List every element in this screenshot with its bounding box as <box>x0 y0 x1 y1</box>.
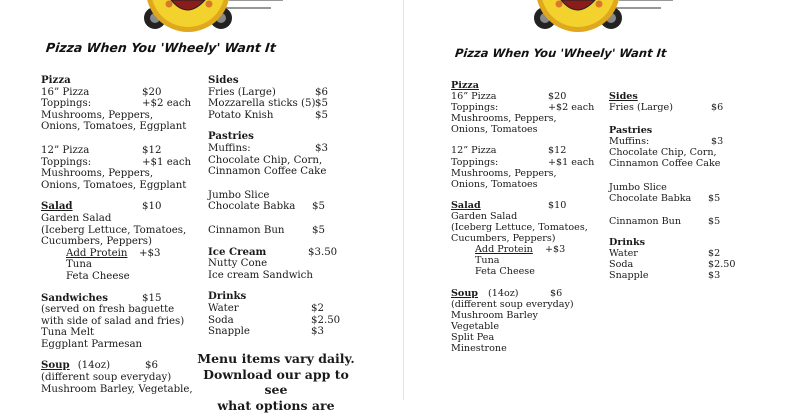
price: $15 <box>142 293 161 305</box>
section-pizza: Pizza <box>451 80 611 91</box>
price: $20 <box>142 87 161 99</box>
menu-item: Nutty Cone <box>208 258 378 270</box>
description: Cinnamon Coffee Cake <box>208 166 378 178</box>
left-column <box>451 80 611 354</box>
section-pizza: Pizza <box>41 75 206 87</box>
description: Chocolate Chip, Corn, <box>208 155 378 167</box>
menu-item: Jumbo Slice <box>208 190 378 202</box>
description: Onions, Tomatoes <box>451 124 611 135</box>
price: $20 <box>548 91 566 102</box>
menu-item: Muffins: <box>208 143 251 154</box>
menu-item: Mozzarella sticks (5) <box>208 98 315 109</box>
menu-item: Minestrone <box>451 343 611 354</box>
notice-line: what options are <box>196 398 356 413</box>
menu-item: Vegetable <box>451 321 611 332</box>
price: $6 <box>711 102 723 113</box>
section-sandwiches: Sandwiches <box>41 292 108 304</box>
price: $6 <box>550 288 562 299</box>
price: $5 <box>315 98 328 110</box>
menu-item: Split Pea <box>451 332 611 343</box>
price: $3 <box>711 136 723 147</box>
description: Mushrooms, Peppers, <box>451 168 611 179</box>
description: Mushrooms, Peppers, <box>451 113 611 124</box>
section-pastries: Pastries <box>609 125 769 136</box>
slogan: Pizza When You 'Wheely' Want It <box>45 40 276 55</box>
description: (served on fresh baguette <box>41 304 206 316</box>
price: $3 <box>315 143 328 155</box>
price: $5 <box>312 201 325 213</box>
price: $3 <box>708 270 720 281</box>
menu-item: 16” Pizza <box>451 91 497 102</box>
section-drinks: Drinks <box>609 237 769 248</box>
description: with side of salad and fries) <box>41 316 206 328</box>
menu-item: 16” Pizza <box>41 87 89 98</box>
menu-item: Muffins: <box>609 136 649 147</box>
menu-item: Toppings: <box>41 98 91 109</box>
price: $6 <box>145 360 158 372</box>
menu-item: Garden Salad <box>41 213 206 225</box>
description: Cucumbers, Peppers) <box>41 236 206 248</box>
section-salad: Salad <box>451 200 481 211</box>
menu-item: Jumbo Slice <box>609 182 769 193</box>
menu-item: Mushroom Barley <box>451 310 611 321</box>
menu-item: Soda <box>609 259 633 270</box>
menu-item: Tuna <box>451 255 611 266</box>
menu-item: Water <box>208 303 239 314</box>
pizza-mascot-logo <box>515 0 675 40</box>
menu-item: Snapple <box>208 326 250 337</box>
price: +$2 each <box>548 102 594 113</box>
description: Mushroom Barley, Vegetable, <box>41 384 206 396</box>
left-column <box>41 75 206 395</box>
price: $10 <box>548 200 566 211</box>
menu-item: Toppings: <box>451 102 498 113</box>
price: +$2 each <box>142 98 191 110</box>
menu-item: Feta Cheese <box>41 271 206 283</box>
price: +$3 <box>139 248 161 260</box>
menu-item: Tuna Melt <box>41 327 206 339</box>
menu-page-right <box>410 0 800 400</box>
price: $5 <box>708 216 720 227</box>
description: (different soup everyday) <box>41 372 206 384</box>
menu-item: Potato Knish <box>208 110 273 121</box>
description: Cinnamon Coffee Cake <box>609 158 769 169</box>
notice-line: Download our app to see <box>196 367 356 398</box>
description: Cucumbers, Peppers) <box>451 233 611 244</box>
description: Chocolate Chip, Corn, <box>609 147 769 158</box>
section-drinks: Drinks <box>208 291 378 303</box>
price: $3 <box>311 326 324 338</box>
price: $5 <box>708 193 720 204</box>
price: $6 <box>315 87 328 99</box>
menu-item: 12” Pizza <box>41 145 89 156</box>
pizza-mascot-logo <box>125 0 285 40</box>
page-divider <box>403 0 404 400</box>
price: $2 <box>311 303 324 315</box>
menu-page-left <box>0 0 400 400</box>
menu-item: Toppings: <box>451 157 498 168</box>
menu-item: Soda <box>208 315 234 326</box>
price: +$1 each <box>548 157 594 168</box>
description: Onions, Tomatoes, Eggplant <box>41 180 206 192</box>
section-salad: Salad <box>41 200 73 212</box>
price: +$3 <box>545 244 565 255</box>
soup-size: (14oz) <box>488 288 519 299</box>
description: (Iceberg Lettuce, Tomatoes, <box>41 225 206 237</box>
description: Onions, Tomatoes <box>451 179 611 190</box>
menu-item: Fries (Large) <box>208 87 276 98</box>
menu-item: 12” Pizza <box>451 145 497 156</box>
price: $5 <box>315 110 328 122</box>
menu-item: Chocolate Babka <box>208 201 295 212</box>
description: (different soup everyday) <box>451 299 611 310</box>
section-sides: Sides <box>208 75 378 87</box>
section-soup: Soup <box>451 288 478 299</box>
price: $2.50 <box>708 259 735 270</box>
right-column <box>609 91 769 281</box>
menu-item: Water <box>609 248 638 259</box>
menu-item: Tuna <box>41 259 206 271</box>
description: (Iceberg Lettuce, Tomatoes, <box>451 222 611 233</box>
add-protein-label: Add Protein <box>66 248 127 259</box>
menu-item: Cinnamon Bun <box>609 216 681 227</box>
menu-item: Feta Cheese <box>451 266 611 277</box>
price: $12 <box>142 145 161 157</box>
menu-item: Cinnamon Bun <box>208 225 284 236</box>
menu-item: Eggplant Parmesan <box>41 339 206 351</box>
menu-item: Garden Salad <box>451 211 611 222</box>
section-ice-cream: Ice Cream <box>208 246 266 258</box>
price: $5 <box>312 225 325 237</box>
price: +$1 each <box>142 157 191 169</box>
notice-line: Menu items vary daily. <box>196 351 356 367</box>
menu-item: Chocolate Babka <box>609 193 691 204</box>
section-soup: Soup <box>41 359 70 371</box>
soup-size: (14oz) <box>78 360 110 371</box>
menu-item: Ice cream Sandwich <box>208 270 378 282</box>
app-notice <box>196 351 356 413</box>
right-column <box>208 75 378 338</box>
menu-item: Snapple <box>609 270 649 281</box>
price: $2.50 <box>311 315 340 327</box>
menu-item: Toppings: <box>41 157 91 168</box>
description: Mushrooms, Peppers, <box>41 168 206 180</box>
section-sides: Sides <box>609 91 769 102</box>
description: Mushrooms, Peppers, <box>41 110 206 122</box>
menu-item: Fries (Large) <box>609 102 673 113</box>
slogan: Pizza When You 'Wheely' Want It <box>454 46 667 60</box>
price: $12 <box>548 145 566 156</box>
add-protein-label: Add Protein <box>475 244 533 255</box>
description: Onions, Tomatoes, Eggplant <box>41 121 206 133</box>
price: $10 <box>142 201 161 213</box>
price: $2 <box>708 248 720 259</box>
section-pastries: Pastries <box>208 131 378 143</box>
price: $3.50 <box>308 247 337 259</box>
